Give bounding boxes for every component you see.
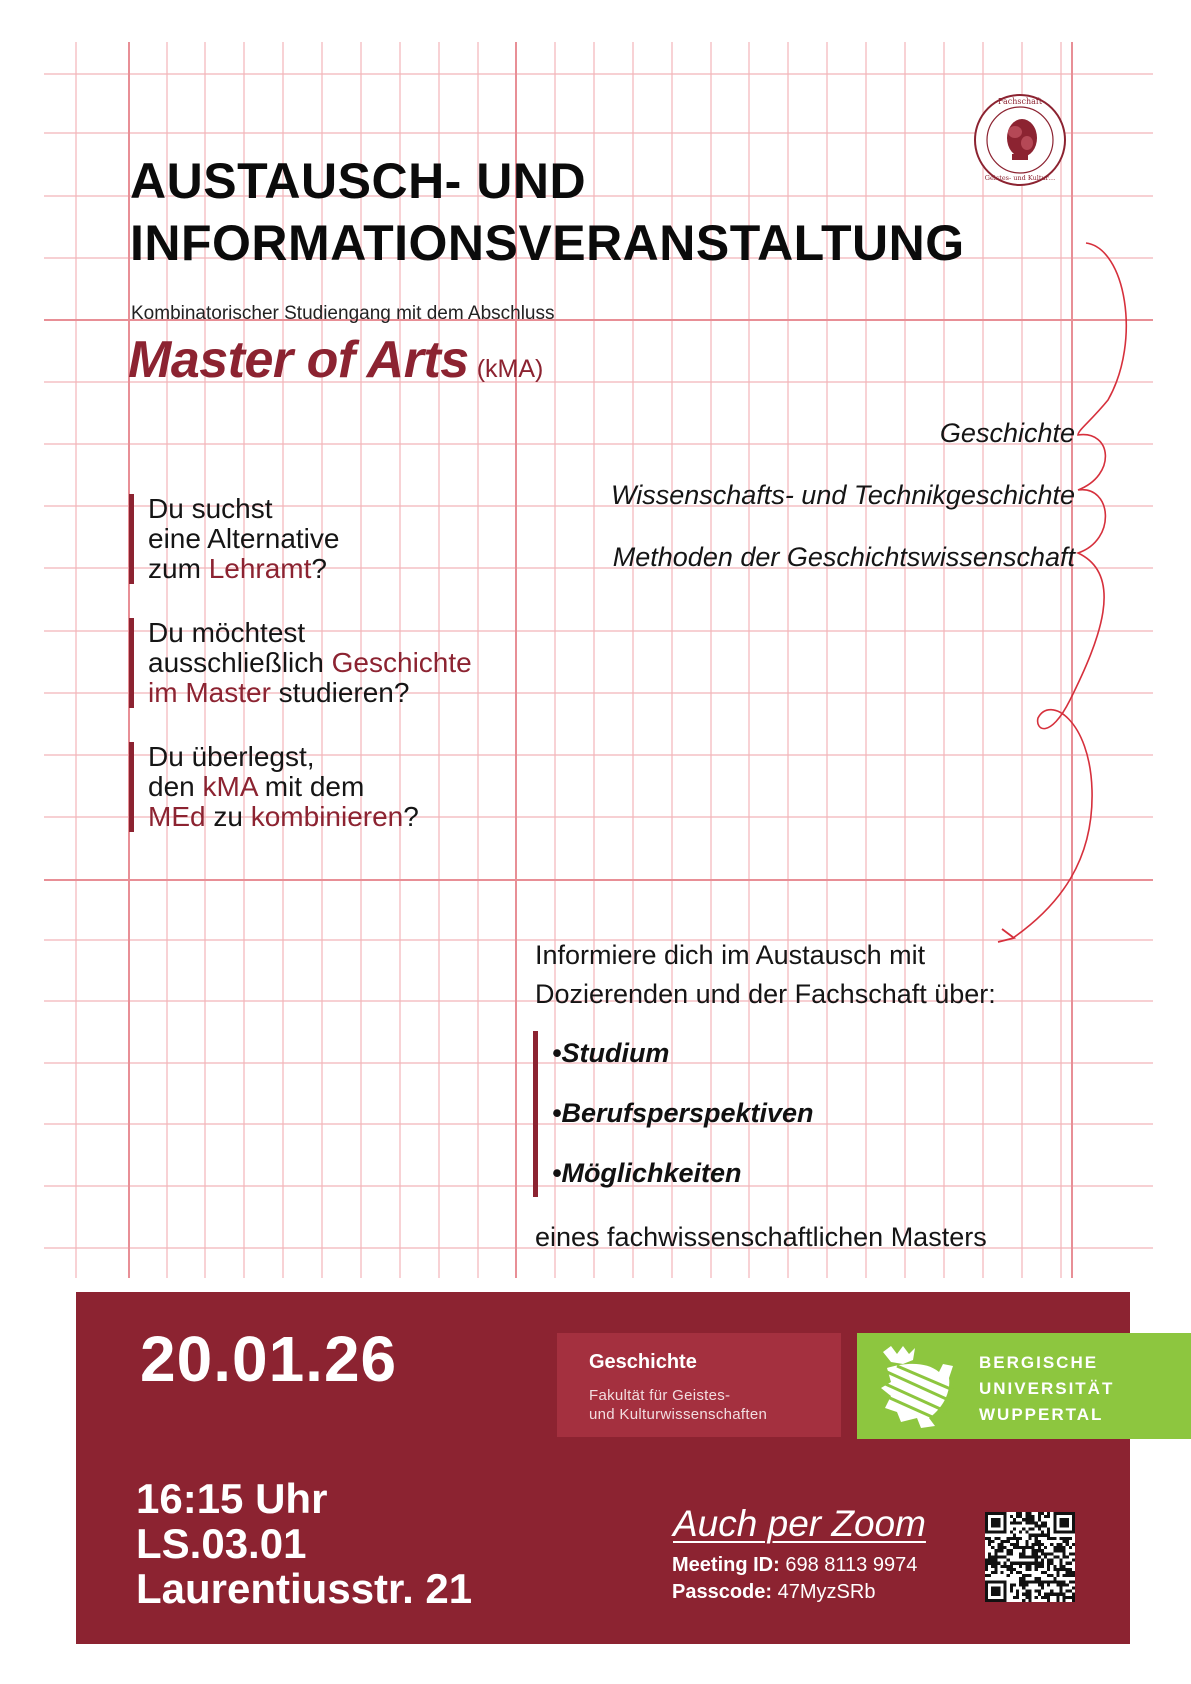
text-fragment: zum [148, 553, 209, 584]
event-venue [136, 1476, 472, 1611]
highlight-im-master: im Master [148, 677, 271, 708]
degree-heading [128, 330, 543, 390]
topic-moeglichkeiten: •Möglichkeiten [552, 1158, 742, 1188]
university-line: UNIVERSITÄT [979, 1379, 1115, 1398]
question-line: eine Alternative [148, 523, 340, 554]
faculty-line: und Kulturwissenschaften [589, 1406, 768, 1423]
svg-text:Geistes- und Kultur…: Geistes- und Kultur… [984, 174, 1056, 182]
university-lion-icon [877, 1342, 961, 1430]
faculty-line: Fakultät für Geistes- [589, 1387, 731, 1404]
event-room: LS.03.01 [136, 1520, 307, 1567]
department-title: Geschichte [589, 1351, 697, 1373]
meeting-id-label: Meeting ID: [672, 1554, 780, 1576]
info-intro [535, 936, 996, 1014]
title-line-1: AUSTAUSCH- UND [130, 153, 587, 209]
highlight-med: MEd [148, 801, 206, 832]
university-logo [857, 1333, 1191, 1439]
bracket-curve [1013, 243, 1126, 938]
faculty-name [589, 1386, 767, 1424]
question-line [148, 802, 419, 832]
meeting-id-row [672, 1552, 917, 1579]
zoom-credentials [672, 1552, 917, 1606]
highlight-kombinieren: kombinieren [250, 801, 404, 832]
title-line-2: INFORMATIONSVERANSTALTUNG [130, 215, 965, 271]
info-closing: eines fachwissenschaftlichen Masters [535, 1222, 987, 1252]
info-line: Dozierenden und der Fachschaft über: [535, 979, 996, 1009]
meeting-id-value: 698 8113 9974 [785, 1554, 918, 1576]
event-title [130, 150, 965, 274]
event-address: Laurentiusstr. 21 [136, 1565, 473, 1612]
passcode-value: 47MyzSRb [777, 1581, 876, 1603]
question-line [148, 554, 339, 584]
subject-wissenschaftsgeschichte: Wissenschafts- und Technikgeschichte [611, 480, 1075, 510]
info-line: Informiere dich im Austausch mit [535, 940, 926, 970]
event-date: 20.01.26 [140, 1323, 398, 1395]
question-line: Du überlegst, [148, 741, 315, 772]
subject-geschichte: Geschichte [939, 418, 1075, 448]
passcode-row [672, 1579, 917, 1606]
question-line [148, 772, 419, 802]
question-combine [129, 742, 419, 832]
question-line: Du suchst [148, 493, 273, 524]
program-subtitle: Kombinatorischer Studiengang mit dem Abschluss [131, 303, 555, 324]
university-line: BERGISCHE [979, 1353, 1099, 1372]
passcode-label: Passcode: [672, 1581, 773, 1603]
subject-methoden: Methoden der Geschichtswissenschaft [612, 542, 1075, 572]
highlight-lehramt: Lehramt [208, 553, 312, 584]
zoom-qr-code[interactable] [985, 1512, 1075, 1602]
fachschaft-seal [972, 92, 1068, 188]
highlight-geschichte: Geschichte [331, 647, 472, 678]
text-fragment: den [148, 771, 203, 802]
university-name [979, 1350, 1114, 1428]
question-line: Du möchtest [148, 617, 306, 648]
topic-list [533, 1031, 814, 1197]
text-fragment: zu [205, 801, 251, 832]
question-geschichte-only [129, 618, 472, 708]
topic-studium: •Studium [552, 1038, 670, 1068]
svg-text:Fachschaft: Fachschaft [997, 97, 1043, 106]
text-fragment: mit dem [256, 771, 365, 802]
history-department-badge [557, 1333, 841, 1437]
university-line: WUPPERTAL [979, 1405, 1104, 1424]
text-fragment: ? [311, 553, 327, 584]
question-line [148, 678, 472, 708]
text-fragment: ? [403, 801, 419, 832]
highlight-kma: kMA [202, 771, 257, 802]
topic-berufsperspektiven: •Berufsperspektiven [552, 1098, 814, 1128]
zoom-heading: Auch per Zoom [673, 1503, 926, 1544]
question-line [148, 648, 472, 678]
text-fragment: studieren? [270, 677, 410, 708]
text-fragment: ausschließlich [148, 647, 332, 678]
question-alternative [129, 494, 339, 584]
degree-name: Master of Arts [128, 331, 469, 389]
degree-abbreviation: (kMA) [476, 355, 544, 383]
event-time: 16:15 Uhr [136, 1475, 328, 1522]
